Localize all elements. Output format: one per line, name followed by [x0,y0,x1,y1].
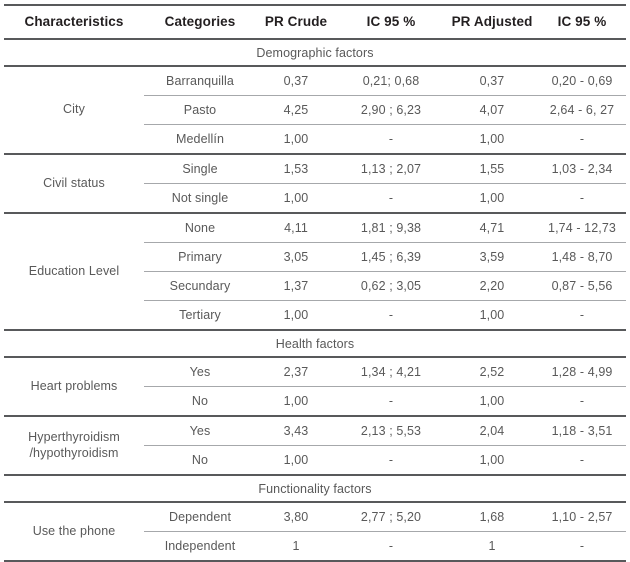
cell-pr-adjusted: 1,00 [479,453,505,467]
cell-ic95-crude: 0,62 ; 3,05 [336,272,446,301]
cell-pr-crude: 3,80 [256,502,336,532]
cell-ic95-crude: 1,81 ; 9,38 [336,213,446,243]
cell-ic95-crude: - [388,308,394,322]
cell-ic95-adjusted: 1,74 - 12,73 [538,213,626,243]
cell-pr-adjusted: 4,07 [446,96,538,125]
category-label: Tertiary [179,308,221,322]
table-row [4,416,626,446]
table-row [4,502,626,532]
cell-pr-crude: 4,25 [256,96,336,125]
cell-pr-adjusted: 2,52 [446,357,538,387]
column-header-ic95-crude: IC 95 % [366,13,416,29]
cell-ic95-adjusted: - [579,394,585,408]
cell-pr-crude: 3,05 [256,243,336,272]
cell-ic95-adjusted: 1,10 - 2,57 [538,502,626,532]
cell-pr-adjusted: 1,00 [479,308,505,322]
cell-ic95-crude: 2,90 ; 6,23 [336,96,446,125]
cell-pr-adjusted: 2,04 [446,416,538,446]
cell-pr-crude: 0,37 [256,66,336,96]
cell-ic95-crude: 2,77 ; 5,20 [336,502,446,532]
characteristic-label: City [63,102,85,117]
cell-ic95-adjusted: - [579,191,585,205]
cell-pr-adjusted: 2,20 [446,272,538,301]
characteristic-label: Civil status [43,175,105,190]
category-label: Single [144,154,256,184]
cell-ic95-adjusted: 2,64 - 6, 27 [538,96,626,125]
cell-pr-crude: 1,00 [283,453,309,467]
characteristic-label: Education Level [28,263,120,278]
cell-pr-crude: 1,53 [256,154,336,184]
cell-ic95-adjusted: 1,18 - 3,51 [538,416,626,446]
characteristic-label: Use the phone [32,523,116,538]
table-body [4,39,626,561]
cell-pr-crude: 1,00 [283,308,309,322]
table-header-row [4,5,626,39]
column-header-pr-adjusted: PR Adjusted [451,13,533,29]
prevalence-ratio-table [4,4,626,562]
column-header-pr-crude: PR Crude [264,13,328,29]
cell-ic95-adjusted: - [579,132,585,146]
cell-pr-crude: 1,00 [283,191,309,205]
cell-ic95-crude: - [388,453,394,467]
characteristic-label: Hyperthyroidism /hypothyroidism [28,429,120,460]
cell-ic95-adjusted: 1,48 - 8,70 [538,243,626,272]
category-label: Secundary [144,272,256,301]
cell-pr-crude: 1,37 [256,272,336,301]
cell-ic95-adjusted: - [579,308,585,322]
cell-pr-adjusted: 4,71 [446,213,538,243]
column-header-ic95-adjusted: IC 95 % [557,13,607,29]
section-header-row [4,330,626,357]
cell-ic95-adjusted: 0,87 - 5,56 [538,272,626,301]
cell-ic95-adjusted: 1,28 - 4,99 [538,357,626,387]
cell-ic95-crude: 0,21; 0,68 [336,66,446,96]
table-header [4,5,626,39]
cell-ic95-crude: - [388,539,394,553]
category-label: Medellín [175,132,225,146]
cell-ic95-crude: 1,34 ; 4,21 [336,357,446,387]
cell-pr-crude: 4,11 [256,213,336,243]
cell-ic95-crude: - [388,394,394,408]
category-label: Barranquilla [144,66,256,96]
category-label: Yes [144,357,256,387]
cell-ic95-crude: 1,45 ; 6,39 [336,243,446,272]
cell-ic95-crude: 1,13 ; 2,07 [336,154,446,184]
category-label: Dependent [144,502,256,532]
section-header-row [4,39,626,66]
cell-ic95-adjusted: - [579,539,585,553]
cell-pr-adjusted: 0,37 [446,66,538,96]
category-label: Not single [171,191,229,205]
category-label: Yes [144,416,256,446]
table-row [4,357,626,387]
category-label: No [191,453,209,467]
column-header-characteristics: Characteristics [24,13,124,29]
cell-pr-crude: 3,43 [256,416,336,446]
cell-pr-adjusted: 1,00 [479,394,505,408]
cell-ic95-adjusted: - [579,453,585,467]
cell-ic95-adjusted: 0,20 - 0,69 [538,66,626,96]
cell-ic95-crude: - [388,132,394,146]
cell-pr-adjusted: 1,68 [446,502,538,532]
cell-pr-crude: 2,37 [256,357,336,387]
category-label: Primary [144,243,256,272]
table-row [4,154,626,184]
table-row [4,213,626,243]
cell-ic95-crude: 2,13 ; 5,53 [336,416,446,446]
results-table-container [0,4,630,553]
cell-pr-adjusted: 1,00 [479,132,505,146]
section-title: Health factors [275,336,355,351]
characteristic-label: Heart problems [30,378,118,393]
section-title: Demographic factors [256,45,374,60]
category-label: No [191,394,209,408]
cell-ic95-crude: - [388,191,394,205]
table-row [4,66,626,96]
cell-pr-crude: 1 [292,539,300,553]
category-label: None [144,213,256,243]
cell-pr-adjusted: 1 [488,539,496,553]
cell-pr-adjusted: 1,55 [446,154,538,184]
cell-pr-crude: 1,00 [283,132,309,146]
section-title: Functionality factors [258,481,372,496]
section-header-row [4,475,626,502]
cell-pr-adjusted: 3,59 [446,243,538,272]
cell-ic95-adjusted: 1,03 - 2,34 [538,154,626,184]
column-header-categories: Categories [164,13,236,29]
cell-pr-adjusted: 1,00 [479,191,505,205]
cell-pr-crude: 1,00 [283,394,309,408]
category-label: Independent [164,539,236,553]
category-label: Pasto [144,96,256,125]
